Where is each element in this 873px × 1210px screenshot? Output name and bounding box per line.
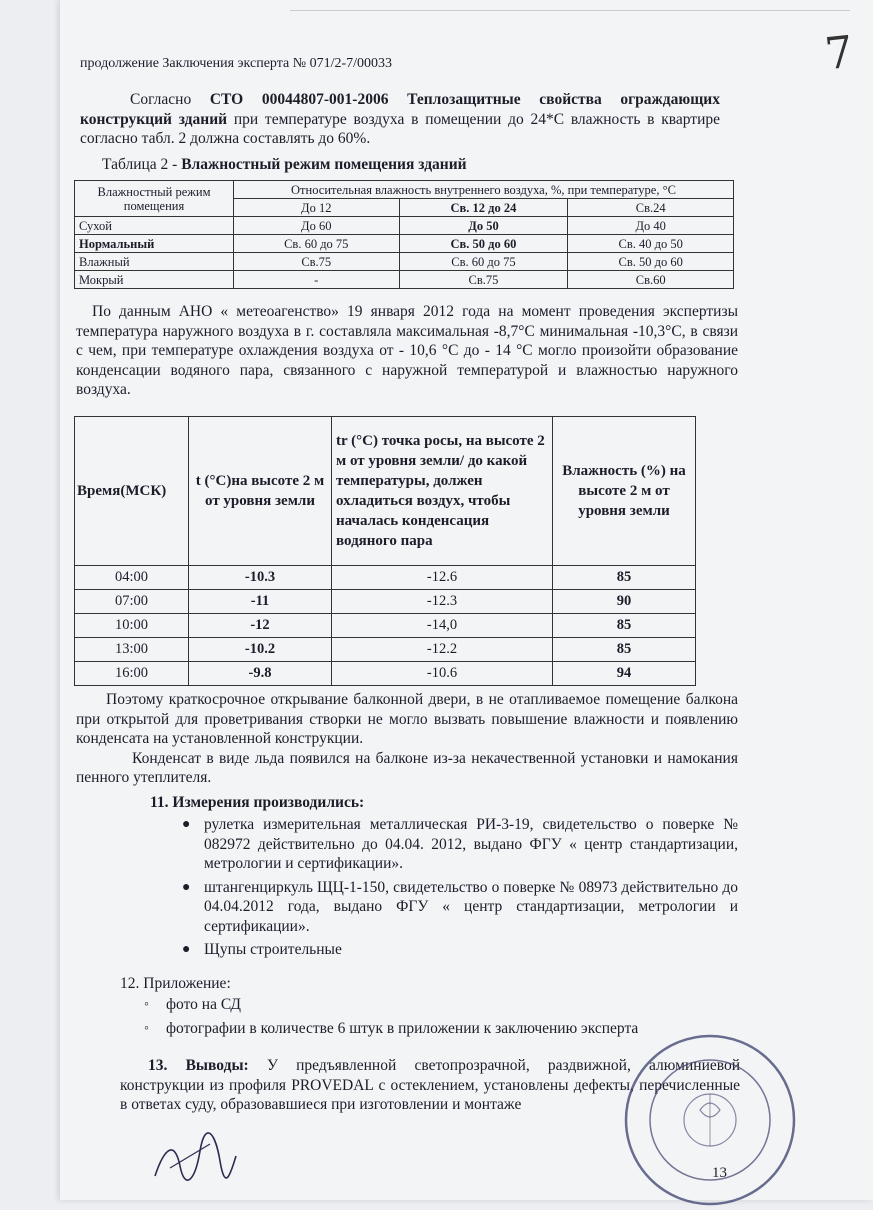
list-item: ● штангенциркуль ЩЦ-1-150, свидетельство о поверке № 08973 действительно до 04.04.2012 года, выдано ФГУ « центр стандартизации, метрологии и сертификации». [182,878,738,935]
table-header: Относительная влажность внутреннего воздуха, %, при температуре, °С [234,181,734,199]
measurement-tools-list [178,815,738,964]
circle-bullet-icon: ◦ [144,1020,149,1036]
list-item: ◦ фотографии в количестве 6 штук в приложении к заключению эксперта [144,1019,639,1037]
bullet-icon: ● [182,817,191,832]
document-header: продолжение Заключения эксперта № 071/2-7/00033 [80,56,393,71]
signature-icon [150,1126,240,1186]
standard-reference: СТО 00044807-001-2006 Теплозащитные свойства ограждающих конструкций зданий [80,91,720,128]
table-header: tr (°С) точка росы, на высоте 2 м от уровня земли/ до какой температуры, должен охладиться воздух, чтобы началась конденсация водяного пара [332,417,553,566]
table-row: 10:00 -12 -14,0 85 [75,614,696,638]
table-row: 04:00 -10.3 -12.6 85 [75,566,696,590]
page-number: 13 [712,1165,727,1181]
scan-edge-line [290,10,850,11]
section-13-conclusions: 13. Выводы: У предъявленной светопрозрачной, раздвижной, алюминиевой конструкции из профиля PROVEDAL с остеклением, установлены дефекты, перечисленные в ответах суду, образовавшиеся при изготовлении и монтаже [120,1057,740,1113]
table-caption: Таблица 2 - Влажностный режим помещения зданий [102,156,467,173]
humidity-regime-table [74,180,734,289]
handwritten-page-mark: 7 [822,26,856,81]
document-page [60,0,873,1200]
weather-table [74,416,696,686]
table-row: 16:00 -9.8 -10.6 94 [75,662,696,686]
paragraph-conclusion-balcony: Поэтому краткосрочное открывание балконной двери, в не отапливаемое помещение балкона при открытой для проветривания створки не могло вызвать повышение влажности и появлению конденсата на установленной конструкции. Конденсат в виде льда появился на балконе из-за некачественной установки и намокания пенного утеплителя. [76,691,738,786]
round-stamp-icon [620,1030,800,1210]
table-header: До 12 [234,199,400,217]
table-header: Св. 12 до 24 [399,199,568,217]
paragraph-weather: По данным АНО « метеоагенство» 19 января 2012 года на момент проведения экспертизы температура наружного воздуха в г. составляла максимальная -8,7°С минимальная -10,3°С, в связи с чем, при температуре охлаждения воздуха от - 10,6 °С до - 14 °С могло произойти образование конденсации водяного пара, связанного с наружной температурой и влажностью наружного воздуха. [76,303,738,398]
table-row: Сухой До 60 До 50 До 40 [75,217,734,235]
circle-bullet-icon: ◦ [144,997,149,1012]
table-header: Влажность (%) на высоте 2 м от уровня земли [553,417,696,566]
section-11-title: 11. Измерения производились: [150,794,365,811]
table-header: t (°С)на высоте 2 м от уровня земли [189,417,332,566]
bullet-icon: ● [182,942,191,957]
table-header: Время(МСК) [75,417,189,566]
table-header: Св.24 [568,199,734,217]
table-row: 13:00 -10.2 -12.2 85 [75,638,696,662]
table-row: Мокрый - Св.75 Св.60 [75,271,734,289]
table-row: Влажный Св.75 Св. 60 до 75 Св. 50 до 60 [75,253,734,271]
section-13-label: 13. Выводы: [148,1057,249,1074]
list-item: ● Щупы строительные [182,941,342,958]
list-item: ◦ фото на СД [144,996,241,1013]
section-12-title: 12. Приложение: [120,975,231,992]
list-item: ● рулетка измерительная металлическая РИ-3-19, свидетельство о поверке № 082972 действительно до 04.04. 2012, выдано ФГУ « центр стандартизации, метрологии и сертификации». [182,816,738,872]
table-row: 07:00 -11 -12.3 90 [75,590,696,614]
table-row: Нормальный Св. 60 до 75 Св. 50 до 60 Св. 40 до 50 [75,235,734,253]
bullet-icon: ● [182,879,191,895]
paragraph-standard: Согласно СТО 00044807-001-2006 Теплозащитные свойства ограждающих конструкций зданий при температуре воздуха в помещении до 24*С влажность в квартире согласно табл. 2 должна составлять до 60%. [80,91,721,147]
table-header: Влажностный режим помещения [75,181,234,217]
